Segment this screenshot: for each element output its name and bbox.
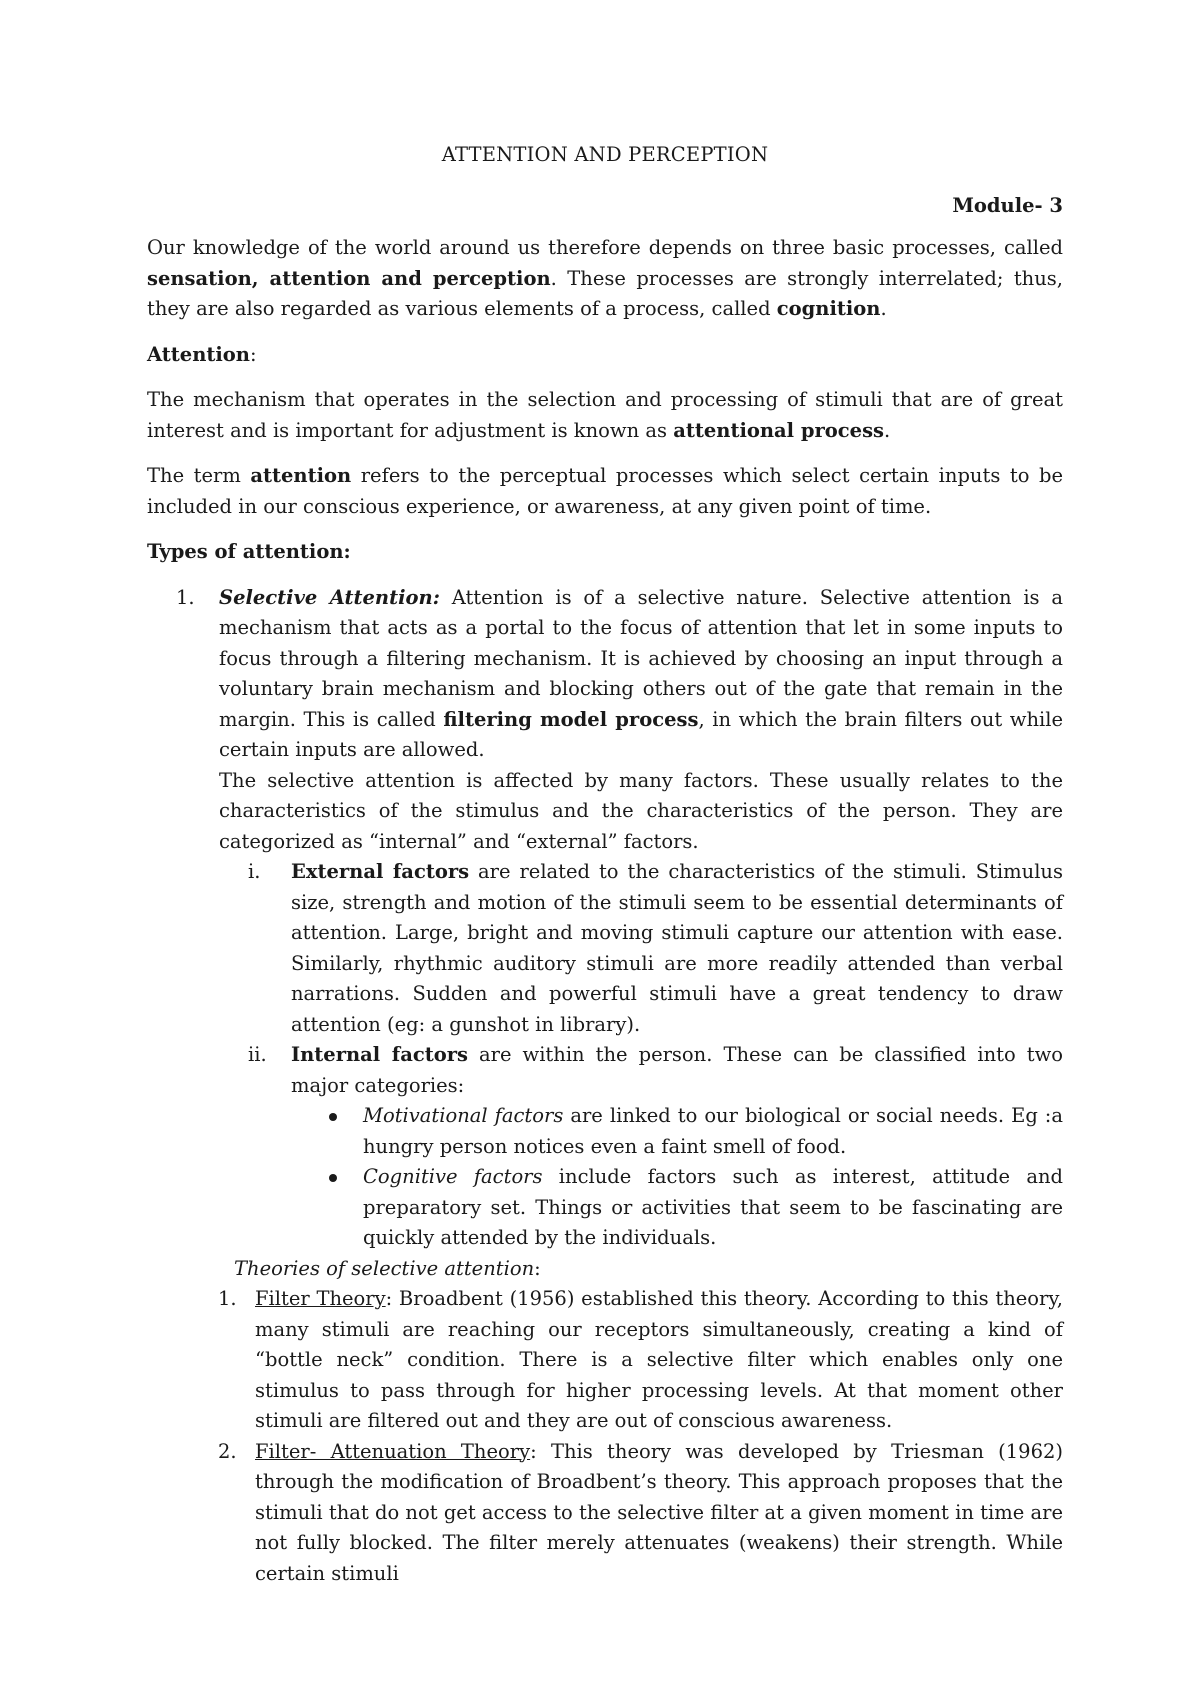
selective-attention-text — [219, 583, 1063, 766]
list-item-motivational — [291, 1101, 1063, 1162]
list-number: 1. — [176, 585, 195, 609]
roman-numeral: ii. — [248, 1043, 267, 1066]
external-factors-text: are related to the characteristics of the stimuli. Stimulus size, strength and motion of the stimuli seem to be essential determinants of attention. Large, bright and moving stimuli capture our attention with ease. Similarly, rhythmic auditory stimuli are more readily attended than verbal narrations. Sudden and powerful stimuli have a great tendency to draw attention (eg: a gunshot in library). — [291, 860, 1063, 1036]
selective-factors-text: The selective attention is affected by many factors. These usually relates to the characteristics of the stimulus and the characteristics of the person. They are categorized as “internal” and “external” factors. — [219, 768, 1063, 853]
internal-factors-label: Internal factors — [291, 1043, 468, 1066]
para1-bold: attentional process — [673, 418, 885, 442]
theories-heading-colon: : — [534, 1256, 541, 1280]
list-item-internal-factors — [219, 1040, 1063, 1254]
intro-text-3: . — [880, 297, 887, 320]
theories-heading-text: Theories of selective attention — [234, 1256, 535, 1280]
document-page — [147, 140, 1063, 1589]
cognitive-label: Cognitive factors — [363, 1165, 543, 1188]
list-item-external-factors — [219, 857, 1063, 1040]
list-item-selective-attention — [147, 583, 1063, 1254]
roman-numeral: i. — [248, 860, 261, 883]
attention-heading-colon: : — [249, 342, 257, 366]
selective-attention-label: Selective Attention: — [219, 585, 440, 609]
intro-text-1: Our knowledge of the world around us therefore depends on three basic processes, called — [147, 236, 1063, 259]
attention-heading — [147, 340, 1063, 371]
theories-heading — [147, 1254, 1063, 1285]
motivational-label: Motivational factors — [363, 1104, 564, 1127]
filtering-model-bold: filtering model process — [443, 707, 699, 731]
intro-text-2: . These processes are strongly interrelated; thus, they are also regarded as various elements of a process, called — [147, 266, 1063, 320]
module-label: Module- 3 — [952, 193, 1063, 217]
para2-text-2: refers to the perceptual processes which select certain inputs to be included in our conscious experience, or awareness, at any given point of time. — [147, 464, 1063, 518]
list-item-filter-theory — [147, 1284, 1063, 1437]
external-factors-label: External factors — [291, 860, 470, 883]
para1-text-1: The mechanism that operates in the selection and processing of stimuli that are of great interest and is important for adjustment is known as — [147, 388, 1063, 442]
list-item-cognitive — [291, 1162, 1063, 1254]
types-list — [147, 583, 1063, 1254]
motivational-text: are linked to our biological or social needs. Eg :a hungry person notices even a faint smell of food. — [363, 1104, 1064, 1158]
list-item-filter-attenuation-theory — [147, 1437, 1063, 1590]
intro-paragraph — [147, 233, 1063, 325]
list-number: 1. — [218, 1287, 237, 1310]
selective-text-2: , in which the brain filters out while certain inputs are allowed. — [219, 707, 1064, 761]
cognitive-text: include factors such as interest, attitude and preparatory set. Things or activities that seem to be fascinating are quickly attended by the individuals. — [363, 1165, 1064, 1249]
para2-text-1: The term — [147, 464, 251, 487]
bullet-icon — [329, 1174, 337, 1182]
attention-definition-paragraph — [147, 385, 1063, 446]
factors-list — [219, 857, 1063, 1254]
internal-factors-bullets — [291, 1101, 1063, 1254]
types-heading: Types of attention: — [147, 540, 351, 563]
intro-bold-cognition: cognition — [776, 297, 881, 320]
para2-bold: attention — [250, 464, 352, 487]
filter-attenuation-label: Filter- Attenuation Theory — [255, 1439, 531, 1463]
para1-text-2: . — [884, 418, 891, 442]
internal-factors-text: are within the person. These can be classified into two major categories: — [291, 1043, 1063, 1097]
filter-theory-text: : Broadbent (1956) established this theory. According to this theory, many stimuli are reaching our receptors simultaneously, creating a kind of “bottle neck” condition. There is a selective filter which enables only one stimulus to pass through for higher processing levels. At that moment other stimuli are filtered out and they are out of conscious awareness. — [255, 1287, 1063, 1432]
list-number: 2. — [218, 1439, 237, 1463]
filter-attenuation-text: : This theory was developed by Triesman (1962) through the modification of Broadbent’s theory. This approach proposes that the stimuli that do not get access to the selective filter at a given moment in time are not fully blocked. The filter merely attenuates (weakens) their strength. While certain stimuli — [255, 1439, 1063, 1585]
page-title: ATTENTION AND PERCEPTION — [441, 143, 769, 166]
intro-bold-processes: sensation, attention and perception — [147, 266, 551, 290]
selective-text-1: Attention is of a selective nature. Selective attention is a mechanism that acts as a portal to the focus of attention that let in some inputs to focus through a filtering mechanism. It is achieved by choosing an input through a voluntary brain mechanism and blocking others out of the gate that remain in the margin. This is called — [219, 585, 1063, 731]
bullet-icon — [329, 1113, 337, 1121]
attention-heading-text: Attention — [147, 342, 250, 366]
filter-theory-label: Filter Theory — [255, 1287, 386, 1310]
attention-term-paragraph — [147, 461, 1063, 522]
